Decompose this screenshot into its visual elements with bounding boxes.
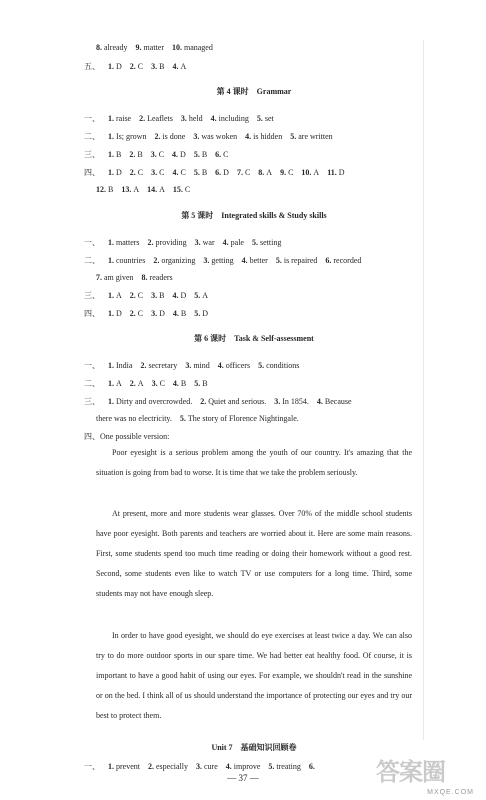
answer-text: C (159, 168, 165, 177)
question-group-label: 三、 (84, 150, 100, 159)
item-number: 1. (108, 132, 114, 141)
item-number: 4. (241, 256, 248, 265)
answer-row (84, 761, 424, 772)
answer-text: matter (143, 43, 164, 52)
item-number: 1. (108, 379, 114, 388)
question-group-label: 四、 (84, 168, 100, 177)
answer-text: B (108, 185, 114, 194)
answer-text: are written (298, 132, 333, 141)
item-number: 1. (108, 291, 114, 300)
answer-row (96, 42, 436, 53)
answer-text: C (137, 62, 144, 71)
question-group-label: 三、 (84, 291, 100, 300)
item-number: 5. (179, 414, 186, 423)
page-number: — 37 — (227, 773, 259, 783)
answer-text: B (137, 150, 143, 159)
item-number: 1. (108, 361, 114, 370)
answer-text: B (159, 62, 165, 71)
item-number: 8. (258, 168, 265, 177)
item-number: 6. (215, 150, 222, 159)
question-group-label: 一、 (84, 361, 100, 370)
item-number: 9. (135, 43, 142, 52)
answer-text: D (202, 309, 209, 318)
item-number: 2. (129, 62, 136, 71)
item-number: 7. (236, 168, 243, 177)
item-number: 1. (108, 62, 114, 71)
essay-label: 四、One possible version: (84, 432, 170, 441)
answer-text: D (116, 62, 122, 71)
answer-text: In 1854. (282, 397, 309, 406)
answer-row (84, 255, 424, 266)
item-number: 4. (225, 762, 232, 771)
item-number: 6. (215, 168, 222, 177)
question-group-label: 二、 (84, 379, 100, 388)
answer-text: C (137, 309, 144, 318)
item-number: 3. (151, 379, 158, 388)
answer-row (84, 396, 424, 407)
answer-text: including (218, 114, 249, 123)
item-number: 4. (217, 361, 224, 370)
item-number: 2. (153, 256, 160, 265)
item-number: 7. (96, 273, 102, 282)
answer-text: D (180, 150, 186, 159)
item-number: 5. (193, 168, 200, 177)
answer-text: B (180, 379, 187, 388)
answer-text: managed (183, 43, 213, 52)
answer-row (96, 184, 436, 195)
item-number: 4. (172, 62, 179, 71)
item-number: 15. (172, 185, 183, 194)
answer-text: D (159, 309, 165, 318)
answer-text: providing (155, 238, 187, 247)
answer-text: Leaflets (147, 114, 173, 123)
answer-text: Because (324, 397, 352, 406)
item-number: 6. (325, 256, 332, 265)
item-number: 1. (108, 238, 114, 247)
item-number: 8. (141, 273, 148, 282)
item-number: 11. (327, 168, 337, 177)
answer-row (84, 113, 424, 124)
item-number: 1. (108, 114, 114, 123)
answer-text: readers (149, 273, 173, 282)
answer-items (180, 414, 299, 423)
answer-text: C (288, 168, 294, 177)
item-number: 3. (151, 62, 158, 71)
answer-text: A (180, 62, 187, 71)
watermark-url: MXQE.COM (427, 789, 474, 796)
item-number: 2. (129, 291, 136, 300)
answer-text: officers (225, 361, 251, 370)
answer-text: A (266, 168, 273, 177)
question-group-label: 二、 (84, 132, 100, 141)
answer-text: B (202, 379, 208, 388)
item-number: 2. (139, 114, 146, 123)
answer-text: B (116, 150, 122, 159)
answer-text: C (137, 291, 144, 300)
answer-text: C (184, 185, 191, 194)
question-group-label: 一、 (84, 762, 100, 771)
section-title-lesson-6: 第 6 课时 Task & Self-assessment (194, 334, 314, 343)
item-number: 4. (172, 168, 179, 177)
item-number: 4. (172, 309, 179, 318)
answer-text: is done (162, 132, 186, 141)
answer-text: setting (259, 238, 282, 247)
answer-row (84, 360, 424, 371)
answer-text: C (180, 168, 186, 177)
answer-text: C (223, 150, 229, 159)
answer-text: A (116, 291, 122, 300)
answer-text: matters (116, 238, 140, 247)
answer-text: C (137, 168, 144, 177)
answer-row (96, 413, 436, 424)
answer-text: recorded (333, 256, 362, 265)
answer-text: India (116, 361, 133, 370)
answer-row (84, 167, 424, 178)
answer-text: am given (104, 273, 134, 282)
answer-text: A (159, 185, 165, 194)
answer-text: D (223, 168, 229, 177)
answer-text: A (202, 291, 209, 300)
answer-text: Dirty and overcrowded. (116, 397, 193, 406)
answer-text: improve (233, 762, 261, 771)
question-group-label: 三、 (84, 397, 100, 406)
answer-row (84, 290, 424, 301)
item-number: 5. (194, 309, 201, 318)
item-number: 2. (129, 150, 136, 159)
answer-row (84, 237, 424, 248)
item-number: 5. (275, 256, 282, 265)
answer-row (84, 308, 424, 319)
question-group-label: 五、 (84, 62, 100, 71)
item-number: 4. (222, 238, 229, 247)
item-number: 4. (210, 114, 217, 123)
essay-paragraph-2: At present, more and more students wear glasses. Over 70% of the middle school students have poor eyesight. Both parents and teachers are worried about it. Here are some main reasons. First, some students spend too much time reading or doing their homework without a good rest. Second, some students even like to watch TV or use computers for a long time. Third, some students may not have enough sleep. (96, 509, 412, 598)
answer-text: A (116, 379, 122, 388)
item-number: 2. (140, 361, 147, 370)
answer-text: B (201, 168, 208, 177)
item-number: 2. (154, 132, 161, 141)
answer-text: set (264, 114, 274, 123)
answer-text: C (244, 168, 251, 177)
item-number: 3. (151, 168, 158, 177)
answer-text: D (338, 168, 345, 177)
question-group-label: 四、 (84, 309, 100, 318)
answer-row (84, 149, 424, 160)
answer-text: better (249, 256, 268, 265)
answer-text: held (188, 114, 203, 123)
item-number: 5. (258, 361, 265, 370)
item-number: 4. (172, 291, 179, 300)
answer-text: organizing (161, 256, 196, 265)
answer-text: A (313, 168, 320, 177)
answer-text: D (116, 168, 122, 177)
answer-text: Quiet and serious. (208, 397, 267, 406)
item-number: 3. (151, 291, 158, 300)
answer-text: pale (230, 238, 244, 247)
item-number: 9. (280, 168, 287, 177)
answer-text: is repaired (283, 256, 318, 265)
item-number: 6. (308, 762, 315, 771)
item-number: 4. (172, 379, 179, 388)
answer-text: mind (193, 361, 210, 370)
question-group-label: 一、 (84, 114, 100, 123)
answer-text: conditions (266, 361, 300, 370)
item-number: 2. (129, 168, 136, 177)
answer-row (84, 378, 424, 389)
answer-text: countries (116, 256, 146, 265)
item-number: 1. (108, 150, 114, 159)
answer-text: D (180, 291, 187, 300)
item-number: 5. (256, 114, 263, 123)
essay-paragraph-3: In order to have good eyesight, we should do eye exercises at least twice a day. We can also try to do more outdoor sports in our spare time. We had better eat healthy food. Of course, it is important to have a good habit of using our eyes. For example, we shouldn't read in the sunshine or on the bed. I think all of us should understand the importance of protecting our eyes and try our best to protect them. (96, 631, 412, 720)
answer-text: treating (276, 762, 301, 771)
essay-paragraph-1: Poor eyesight is a serious problem among the youth of our country. It's amazing that the situation is going from bad to worse. It is time that we take the problem seriously. (96, 448, 412, 477)
item-number: 4. (316, 397, 323, 406)
item-number: 4. (172, 150, 179, 159)
item-number: 1. (108, 168, 114, 177)
item-number: 13. (121, 185, 132, 194)
item-number: 8. (96, 43, 102, 52)
item-number: 2. (129, 309, 136, 318)
item-number: 3. (151, 309, 158, 318)
item-number: 10. (301, 168, 312, 177)
item-number: 3. (194, 238, 201, 247)
section-title-lesson-4: 第 4 课时 Grammar (216, 87, 292, 96)
answer-row (96, 272, 436, 283)
item-number: 5. (194, 291, 201, 300)
answer-text: getting (211, 256, 234, 265)
answer-text: B (159, 291, 165, 300)
item-number: 5. (268, 762, 275, 771)
answer-text: C (159, 379, 165, 388)
item-number: 2. (148, 762, 154, 771)
item-number: 1. (108, 309, 114, 318)
answer-text: war (202, 238, 215, 247)
answer-text: especially (156, 762, 188, 771)
item-number: 2. (147, 238, 154, 247)
watermark-logo (376, 760, 476, 796)
answer-text: D (116, 309, 122, 318)
item-number: 12. (96, 185, 106, 194)
item-number: 3. (193, 132, 200, 141)
answer-text: C (158, 150, 165, 159)
answer-row (84, 61, 424, 72)
item-number: 1. (108, 397, 114, 406)
binding-edge (423, 40, 424, 740)
item-number: 10. (171, 43, 182, 52)
answer-text: raise (116, 114, 132, 123)
answer-text: cure (203, 762, 218, 771)
item-number: 3. (203, 256, 210, 265)
answer-text: already (104, 43, 128, 52)
answer-text: A (133, 185, 140, 194)
item-number: 5. (290, 132, 297, 141)
answer-text: is hidden (253, 132, 283, 141)
item-number: 1. (108, 762, 114, 771)
answer-row (84, 131, 424, 142)
section-title-unit-7: Unit 7 基础知识回顾卷 (211, 743, 297, 752)
item-number: 1. (108, 256, 114, 265)
question-group-label: 二、 (84, 256, 100, 265)
item-number: 3. (150, 150, 157, 159)
item-number: 4. (245, 132, 252, 141)
item-number: 3. (195, 762, 202, 771)
answer-text: The story of Florence Nightingale. (187, 414, 299, 423)
item-number: 5. (193, 150, 200, 159)
item-number: 5. (251, 238, 258, 247)
answer-continuation: there was no electricity. (96, 414, 172, 423)
item-number: 3. (180, 114, 187, 123)
answer-text: Is; grown (116, 132, 147, 141)
watermark-mark: 答案圈 (376, 759, 445, 786)
item-number: 2. (200, 397, 207, 406)
answer-text: B (201, 150, 208, 159)
answer-text: secretary (148, 361, 178, 370)
section-title-lesson-5: 第 5 课时 Integrated skills & Study skills (181, 211, 327, 220)
item-number: 14. (147, 185, 158, 194)
answer-text: A (137, 379, 144, 388)
answer-text: B (180, 309, 187, 318)
item-number: 2. (129, 379, 136, 388)
item-number: 3. (274, 397, 281, 406)
item-number: 3. (185, 361, 192, 370)
question-group-label: 一、 (84, 238, 100, 247)
answer-text: was woken (201, 132, 238, 141)
answer-text: prevent (116, 762, 140, 771)
item-number: 5. (194, 379, 201, 388)
